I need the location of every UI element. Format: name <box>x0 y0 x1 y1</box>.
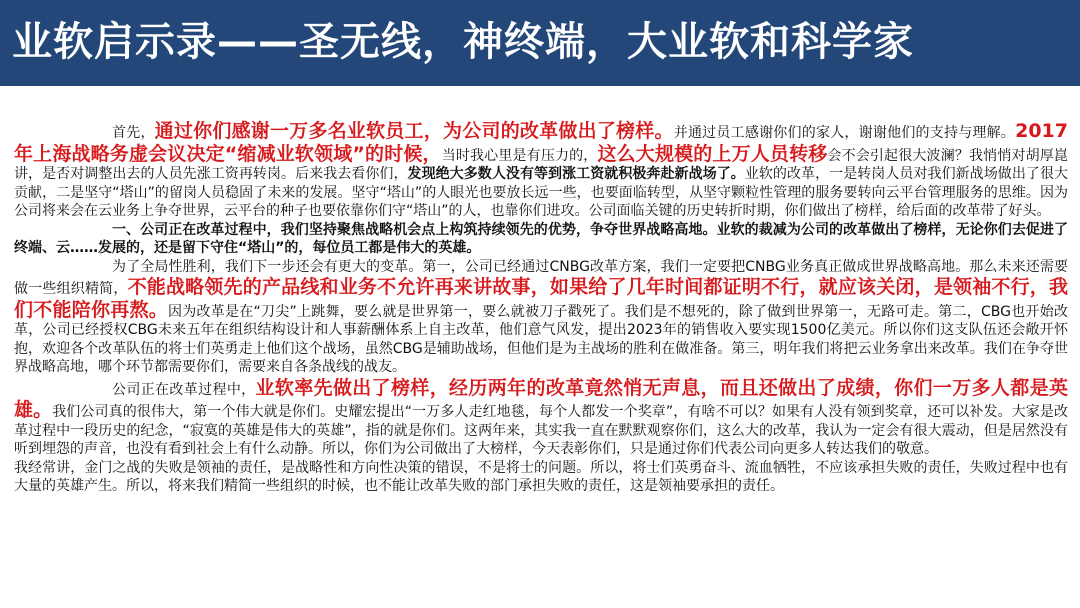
body-run: 并通过员工感谢你们的家人，谢谢他们的支持与理解。 <box>673 125 1016 141</box>
body-run: 因为改革是在“刀尖”上跳舞，要么就是世界第一，要么就被刀子戳死了。我们是不想死的，除了做到世界第一，无路可走。第二，CBG也开始改革，公司已经授权CBG未来五年在组织结构设计和人事薪酬体系上自主改革，他们意气风发，提出2023年的销售收入要实现1500亿美元。所以你们这支队伍还会敞开怀抱，欢迎各个改革队伍的将士们英勇走上他们这个战场，虽然CBG是辅助战场，但他们是为主战场的胜利在做准备。第三，明年我们将把云业务拿出来改革。我们在争夺世界战略高地，哪个环节都需要你们，需要来自各条战线的战友。 <box>14 303 1068 375</box>
body-text <box>14 120 1068 602</box>
highlight-text: 业软率先做出了榜样，经历两年的改革竟然悄无声息，而且还做出了成绩，你们一万多人都是英雄。 <box>14 376 1068 421</box>
body-run: 为了全局性胜利，我们下一步还会有更大的变革。第一，公司已经通过CNBG改革方案，我们一定要把CNBG业务真正做成世界战略高地。那么未来还需要做一些组织精简， <box>14 258 1068 297</box>
paragraph-5 <box>14 459 1068 496</box>
paragraph-4 <box>14 377 1068 459</box>
title-bar <box>0 0 1080 86</box>
highlight-text: 这么大规模的上万人员转移 <box>597 142 828 165</box>
paragraph-2 <box>14 221 1068 258</box>
body-run: 当时我心里是有压力的， <box>441 147 598 164</box>
body-run: 会不会引起很大波澜？我悄悄对胡厚崑讲，是否对调整出去的人员先涨工资再转岗。后来我去看你们， <box>14 147 1068 182</box>
body-run: 公司正在改革过程中， <box>112 381 256 398</box>
body-run: 我经常讲，金门之战的失败是领袖的责任，是战略性和方向性决策的错误，不是将士的问题。所以，将士们英勇奋斗、流血牺牲，不应该承担失败的责任，失败过程中也有大量的英雄产生。所以，将来我们精简一些组织的时候，也不能让改革失败的部门承担失败的责任，这是领袖要承担的责任。 <box>14 459 1068 494</box>
highlight-text: 2017年上海战略务虚会议决定“缩减业软领域”的时候， <box>14 120 1068 165</box>
body-run: 业软的改革，一是转岗人员对我们新战场做出了很大贡献，二是坚守“塔山”的留岗人员稳固了未来的发展。坚守“塔山”的人眼光也要放长远一些，也要面临转型，从坚守颗粒性管理的服务要转向云平台管理服务的思维。因为公司将来会在云业务上争夺世界，云平台的种子也要依靠你们守“塔山”的人，也靠你们进攻。公司面临关键的历史转折时期，你们做出了榜样，给后面的改革带了好头。 <box>14 166 1068 219</box>
highlight-text: 通过你们感谢一万多名业软员工，为公司的改革做出了榜样。 <box>154 120 674 142</box>
slide-title: 业软启示录——圣无线，神终端，大业软和科学家 <box>12 19 914 65</box>
paragraph-1 <box>14 120 1068 221</box>
body-run: 我们公司真的很伟大，第一个伟大就是你们。史耀宏提出“一万多人走红地毯，每个人都发一个奖章”，有啥不可以？如果有人没有领到奖章，还可以补发。大家是改革过程中一段历史的纪念，“寂寞的英雄是伟大的英雄”，指的就是你们。这两年来，其实我一直在默默观察你们，这么大的改革，我认为一定会有很大震动，但是居然没有听到埋怨的声音，也没有看到社会上有什么动静。所以，你们为公司做出了大榜样，今天表彰你们，只是通过你们代表公司向更多人转达我们的敬意。 <box>14 404 1068 457</box>
body-run: 首先， <box>112 125 155 141</box>
bold-text: 一、公司正在改革过程中，我们坚持聚焦战略机会点上构筑持续领先的优势，争夺世界战略高地。业软的裁减为公司的改革做出了榜样，无论你们去促进了终端、云……发展的，还是留下守住“塔山”的，每位员工都是伟大的英雄。 <box>14 221 1068 256</box>
paragraph-3 <box>14 258 1068 377</box>
bold-text: 发现绝大多数人没有等到涨工资就积极奔赴新战场了。 <box>407 166 745 182</box>
highlight-text: 不能战略领先的产品线和业务不允许再来讲故事，如果给了几年时间都证明不行，就应该关闭，是领袖不行，我们不能陪你再熬。 <box>14 276 1068 321</box>
